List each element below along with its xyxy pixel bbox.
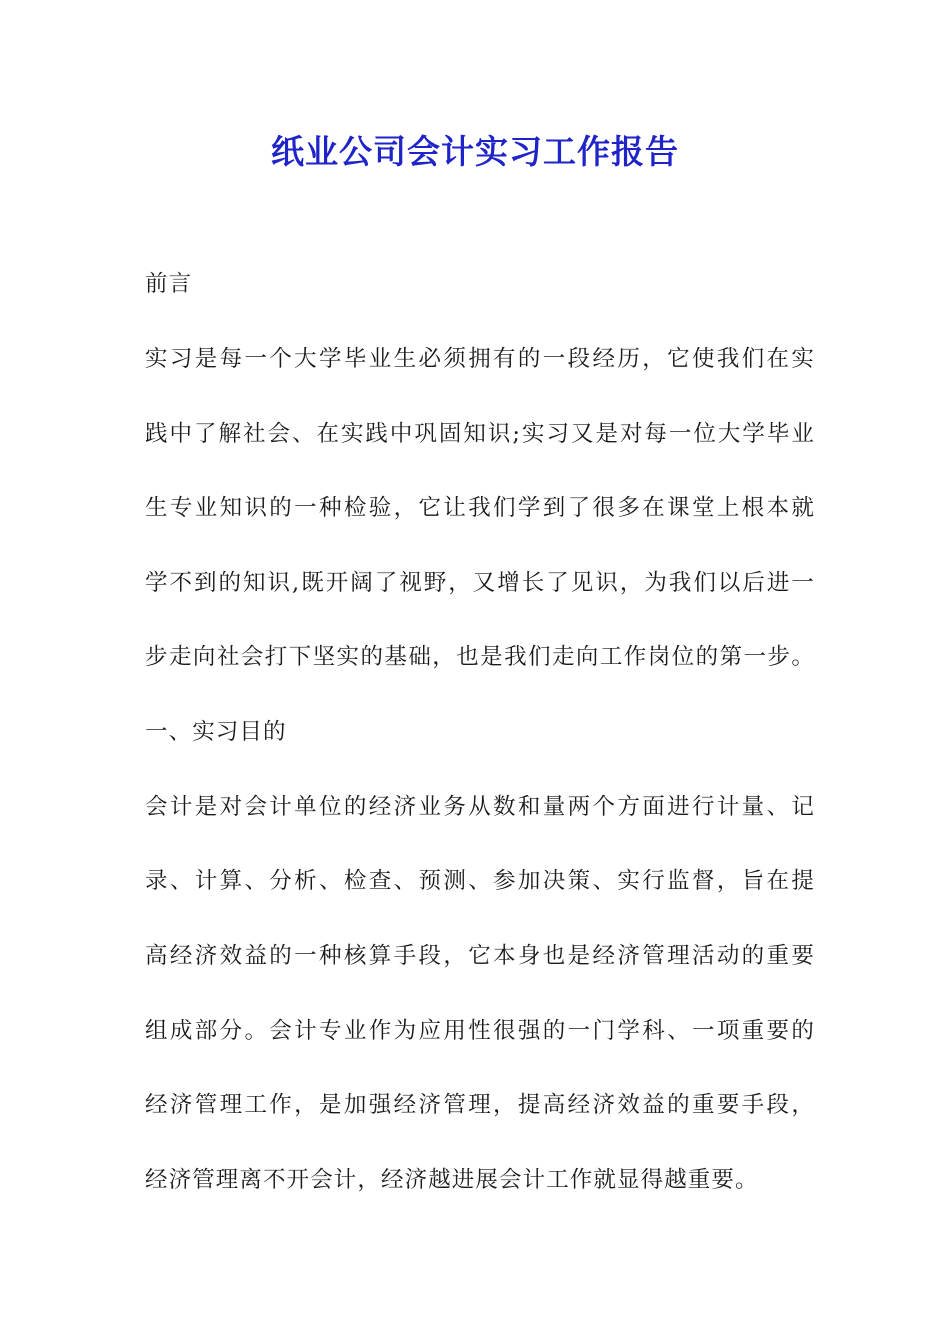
foreword-line-2: 践中了解社会、在实践中巩固知识;实习又是对每一位大学毕业: [145, 421, 815, 447]
purpose-line-5: 经济管理工作，是加强经济管理，提高经济效益的重要手段，: [145, 1092, 815, 1118]
foreword-line-5: 步走向社会打下坚实的基础，也是我们走向工作岗位的第一步。: [145, 644, 815, 670]
purpose-line-2: 录、计算、分析、检查、预测、参加决策、实行监督，旨在提: [145, 868, 815, 894]
foreword-heading: 前言: [145, 271, 193, 297]
purpose-line-3: 高经济效益的一种核算手段，它本身也是经济管理活动的重要: [145, 943, 815, 969]
purpose-line-1: 会计是对会计单位的经济业务从数和量两个方面进行计量、记: [145, 794, 815, 820]
section-heading-purpose: 一、实习目的: [145, 719, 287, 745]
purpose-line-4: 组成部分。会计专业作为应用性很强的一门学科、一项重要的: [145, 1018, 815, 1044]
foreword-line-3: 生专业知识的一种检验，它让我们学到了很多在课堂上根本就: [145, 495, 815, 521]
document-title: 纸业公司会计实习工作报告: [271, 132, 679, 171]
purpose-line-6: 经济管理离不开会计，经济越进展会计工作就显得越重要。: [145, 1167, 759, 1193]
foreword-line-4: 学不到的知识,既开阔了视野，又增长了见识，为我们以后进一: [145, 570, 815, 596]
foreword-line-1: 实习是每一个大学毕业生必须拥有的一段经历，它使我们在实: [145, 346, 815, 372]
